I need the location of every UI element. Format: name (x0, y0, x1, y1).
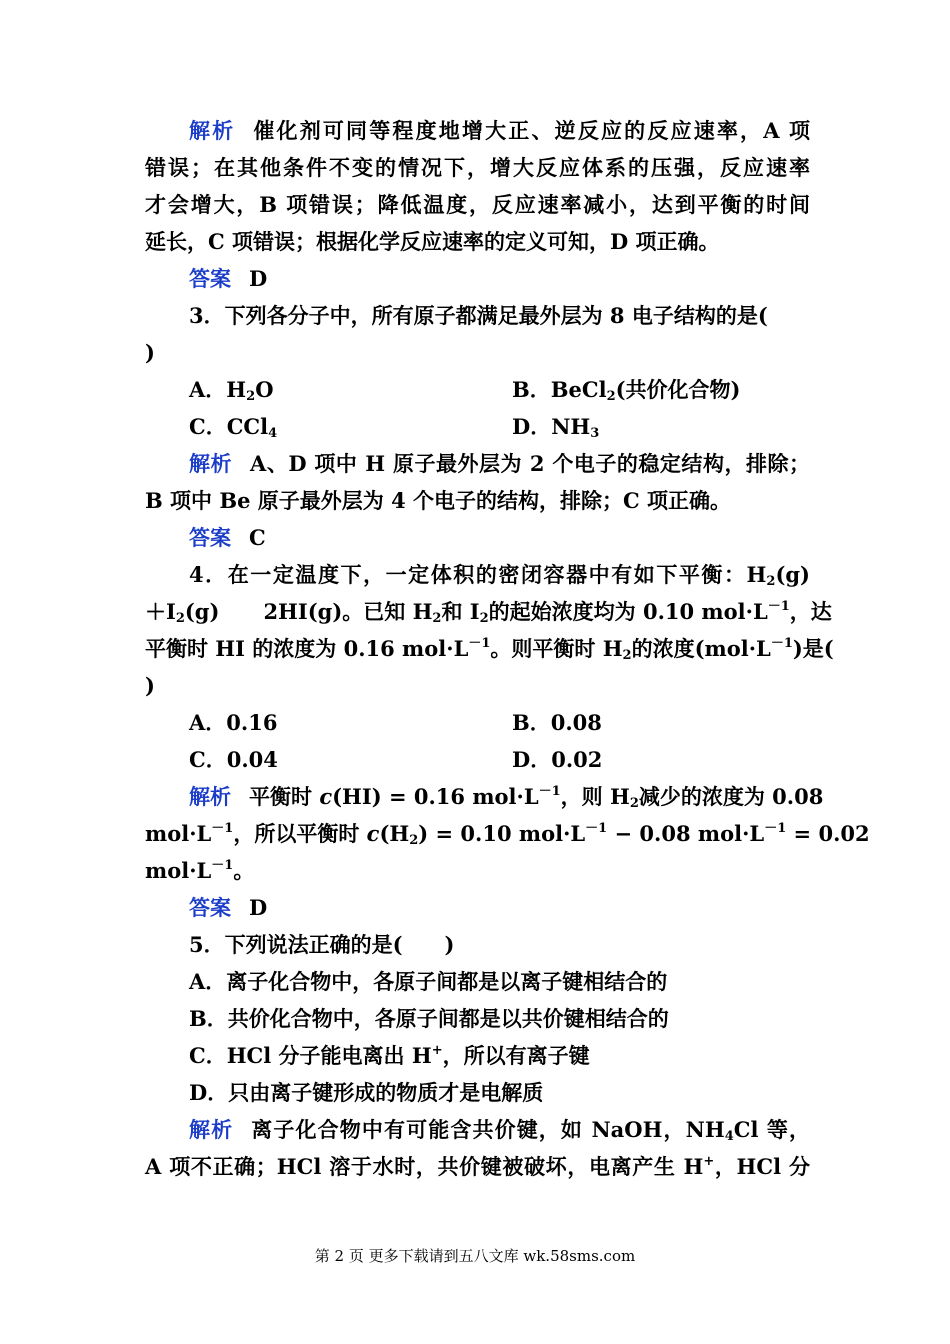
option-b: B．BeCl$_2$(共价化合物) (512, 377, 741, 404)
explanation-line: 错误；在其他条件不变的情况下，增大反应体系的压强，反应速率 (145, 155, 810, 180)
option-a: A．$H_2O$ (189, 377, 274, 404)
page-footer: 第 2 页 更多下载请到五八文库 wk.58sms.com (314, 1247, 636, 1265)
explanation-label: 解析 (189, 1117, 234, 1142)
option-b: B．共价化合物中，各原子间都是以共价键相结合的 (189, 1006, 669, 1031)
explanation-label: 解析 (189, 118, 236, 143)
explanation-line: 延长，C 项错误；根据化学反应速率的定义可知，D 项正确。 (145, 229, 720, 254)
question-stem-end: ) (145, 340, 155, 365)
option-d: D．$NH_3$ (512, 414, 600, 441)
answer-label: 答案 (189, 525, 231, 550)
explanation-line: $mol\cdot L^{-1}$，所以平衡时 $c(H_2) = 0.10$ $mol\cdot L^{-1} - 0.08$ $mol\cdot L^{-1} = 0.02$ (145, 821, 870, 848)
option-c: C．CCl$_4$ (189, 414, 278, 441)
explanation-line: A 项不正确；HCl 溶于水时，共价键被破坏，电离产生 H+，HCl 分 (145, 1154, 810, 1179)
explanation-line: $mol\cdot L^{-1}$。 (145, 858, 255, 883)
explanation-line: 解析 平衡时 c(HI) = 0.16 $mol\cdot L^{-1}$，则 $H_2$减少的浓度为 0.08 (189, 784, 824, 811)
option-a: A．0.16 (189, 710, 278, 735)
option-row (145, 408, 810, 445)
question-stem-end: ) (145, 673, 155, 698)
explanation-line: 解析 A、D 项中 H 原子最外层为 2 个电子的稳定结构，排除； (189, 451, 811, 476)
question-stem: 平衡时 HI 的浓度为 0.16 $mol\cdot L^{-1}$。则平衡时 $H_2$的浓度$(mol\cdot L^{-1})$是( (145, 636, 834, 663)
answer-line (145, 889, 810, 926)
option-d: D．只由离子键形成的物质才是电解质 (189, 1080, 544, 1105)
explanation-label: 解析 (189, 451, 233, 476)
question-stem: 4．在一定温度下，一定体积的密闭容器中有如下平衡：$H_2(g)$ (189, 562, 810, 589)
answer-label: 答案 (189, 895, 231, 920)
answer-value: C (249, 525, 266, 550)
explanation-line: B 项中 Be 原子最外层为 4 个电子的结构，排除；C 项正确。 (145, 488, 732, 513)
option-row (145, 371, 810, 408)
answer-value: D (249, 266, 268, 291)
document-body (145, 112, 870, 1185)
question-stem: 5．下列说法正确的是( ) (189, 932, 455, 957)
question-stem: $+I_2(g)$ 2HI(g)。已知 $H_2$和 $I_2$的起始浓度均为 0.10 $mol\cdot L^{-1}$，达 (145, 599, 832, 626)
answer-line (145, 260, 810, 297)
explanation-line: 才会增大，B 项错误；降低温度，反应速率减小，达到平衡的时间 (145, 192, 810, 217)
option-c: C．0.04 (189, 747, 278, 772)
option-d: D．0.02 (512, 747, 603, 772)
answer-value: D (249, 895, 268, 920)
explanation-label: 解析 (189, 784, 231, 809)
option-row (145, 704, 810, 741)
option-c: C．HCl 分子能电离出 H+，所以有离子键 (189, 1043, 590, 1068)
explanation-line: 解析 催化剂可同等程度地增大正、逆反应的反应速率，A 项 (189, 118, 811, 143)
option-row (145, 741, 810, 778)
question-stem: 3．下列各分子中，所有原子都满足最外层为 8 电子结构的是( (189, 303, 768, 328)
explanation-line: 解析 离子化合物中有可能含共价键，如 NaOH，$NH_4Cl$ 等， (189, 1117, 810, 1144)
answer-line (145, 519, 810, 556)
option-a: A．离子化合物中，各原子间都是以离子键相结合的 (189, 969, 668, 994)
option-b: B．0.08 (512, 710, 602, 735)
answer-label: 答案 (189, 266, 231, 291)
